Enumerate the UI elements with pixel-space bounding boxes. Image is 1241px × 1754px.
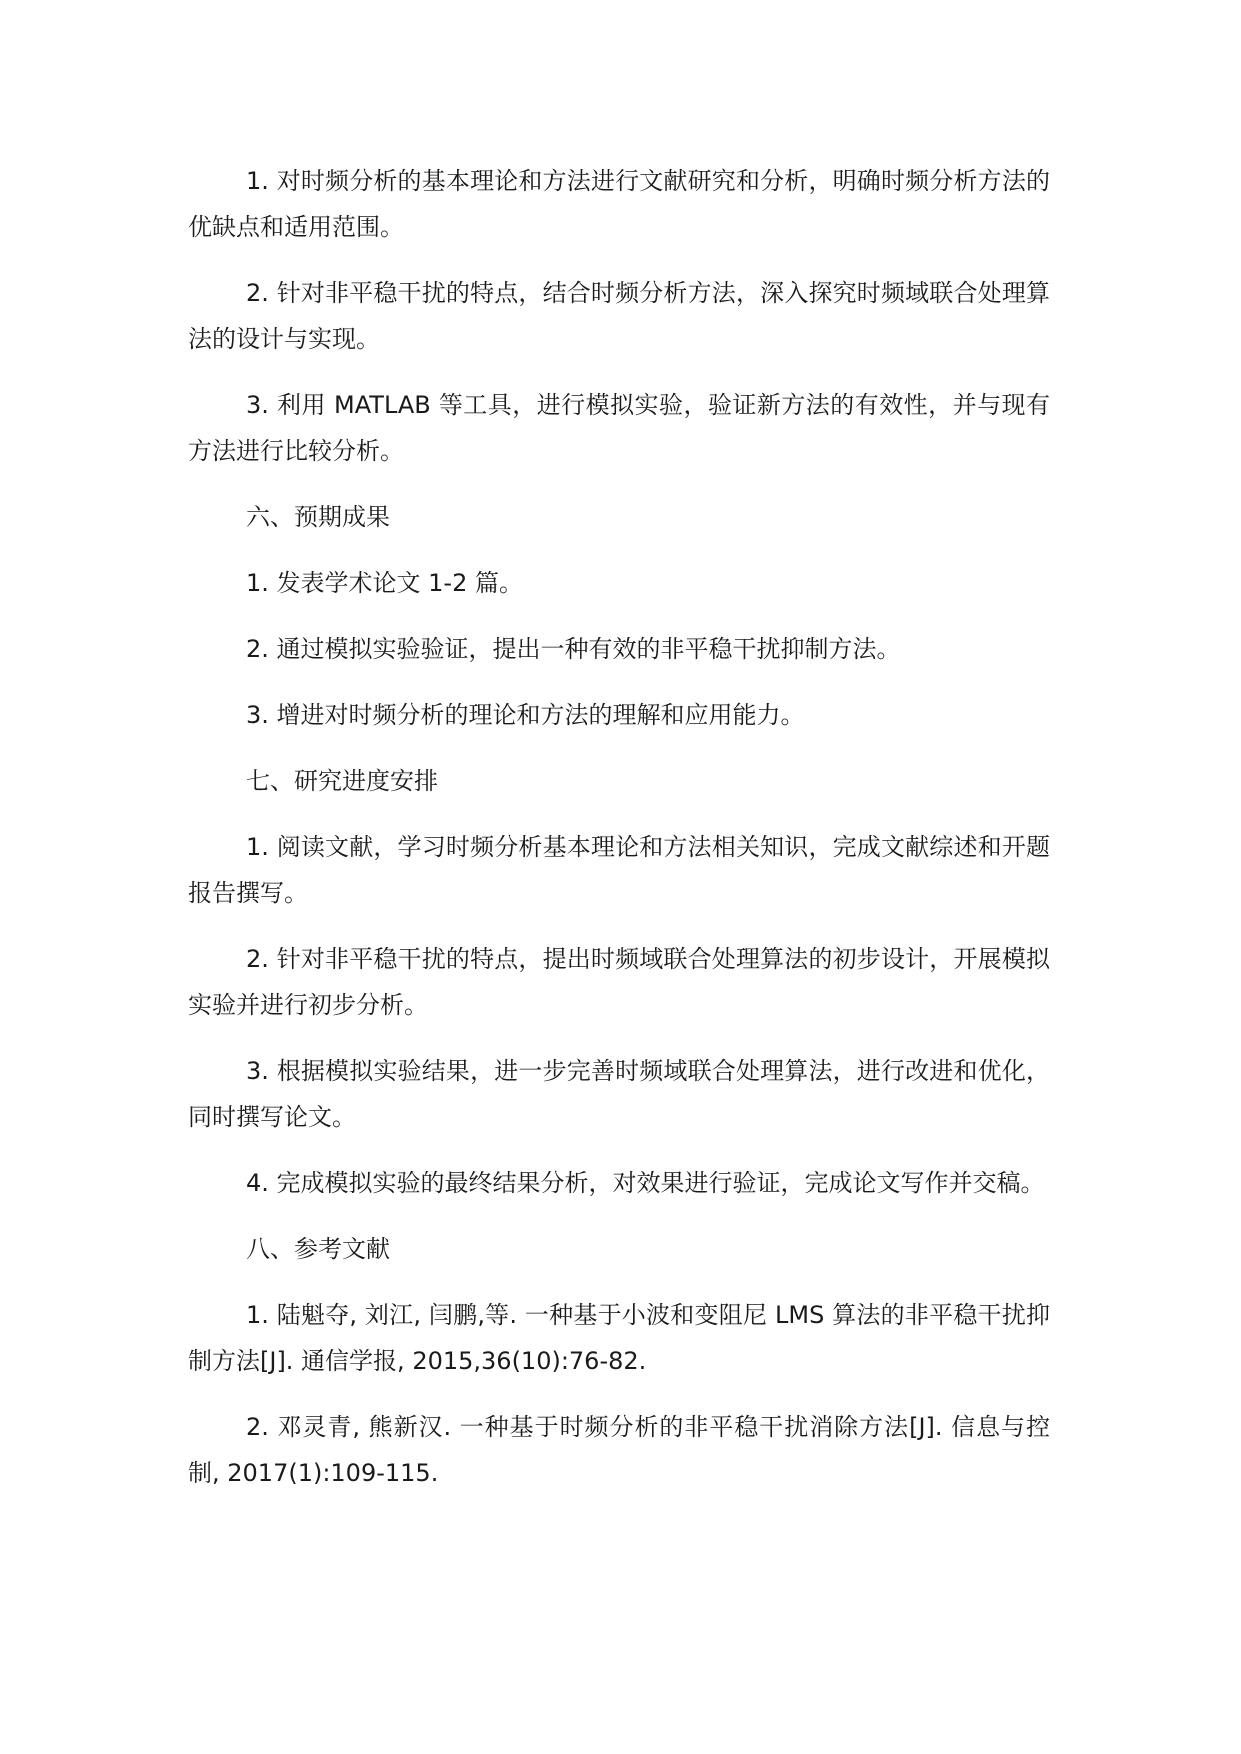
research-item-2: 2. 针对非平稳干扰的特点，结合时频分析方法，深入探究时频域联合处理算法的设计与实现。 bbox=[188, 279, 1050, 353]
schedule-item-1: 1. 阅读文献，学习时频分析基本理论和方法相关知识，完成文献综述和开题报告撰写。 bbox=[188, 833, 1050, 907]
document-page bbox=[188, 158, 1050, 1516]
section-heading-references: 八、参考文献 bbox=[246, 1235, 390, 1263]
schedule-item-2: 2. 针对非平稳干扰的特点，提出时频域联合处理算法的初步设计，开展模拟实验并进行初步分析。 bbox=[188, 945, 1050, 1019]
section-heading-expected-results: 六、预期成果 bbox=[246, 503, 390, 531]
research-item-3: 3. 利用 MATLAB 等工具，进行模拟实验，验证新方法的有效性，并与现有方法进行比较分析。 bbox=[188, 391, 1050, 465]
reference-2: 2. 邓灵青, 熊新汉. 一种基于时频分析的非平稳干扰消除方法[J]. 信息与控制, 2017(1):109-115. bbox=[188, 1413, 1050, 1487]
section-heading-schedule: 七、研究进度安排 bbox=[246, 767, 438, 795]
expected-result-3: 3. 增进对时频分析的理论和方法的理解和应用能力。 bbox=[246, 701, 805, 729]
expected-result-1: 1. 发表学术论文 1-2 篇。 bbox=[246, 569, 523, 597]
expected-result-2: 2. 通过模拟实验验证，提出一种有效的非平稳干扰抑制方法。 bbox=[246, 635, 901, 663]
research-item-1: 1. 对时频分析的基本理论和方法进行文献研究和分析，明确时频分析方法的优缺点和适用范围。 bbox=[188, 167, 1050, 241]
schedule-item-3: 3. 根据模拟实验结果，进一步完善时频域联合处理算法，进行改进和优化，同时撰写论文。 bbox=[188, 1057, 1050, 1131]
reference-1: 1. 陆魁夺, 刘江, 闫鹏,等. 一种基于小波和变阻尼 LMS 算法的非平稳干扰抑制方法[J]. 通信学报, 2015,36(10):76-82. bbox=[188, 1301, 1050, 1375]
schedule-item-4: 4. 完成模拟实验的最终结果分析，对效果进行验证，完成论文写作并交稿。 bbox=[246, 1169, 1045, 1197]
